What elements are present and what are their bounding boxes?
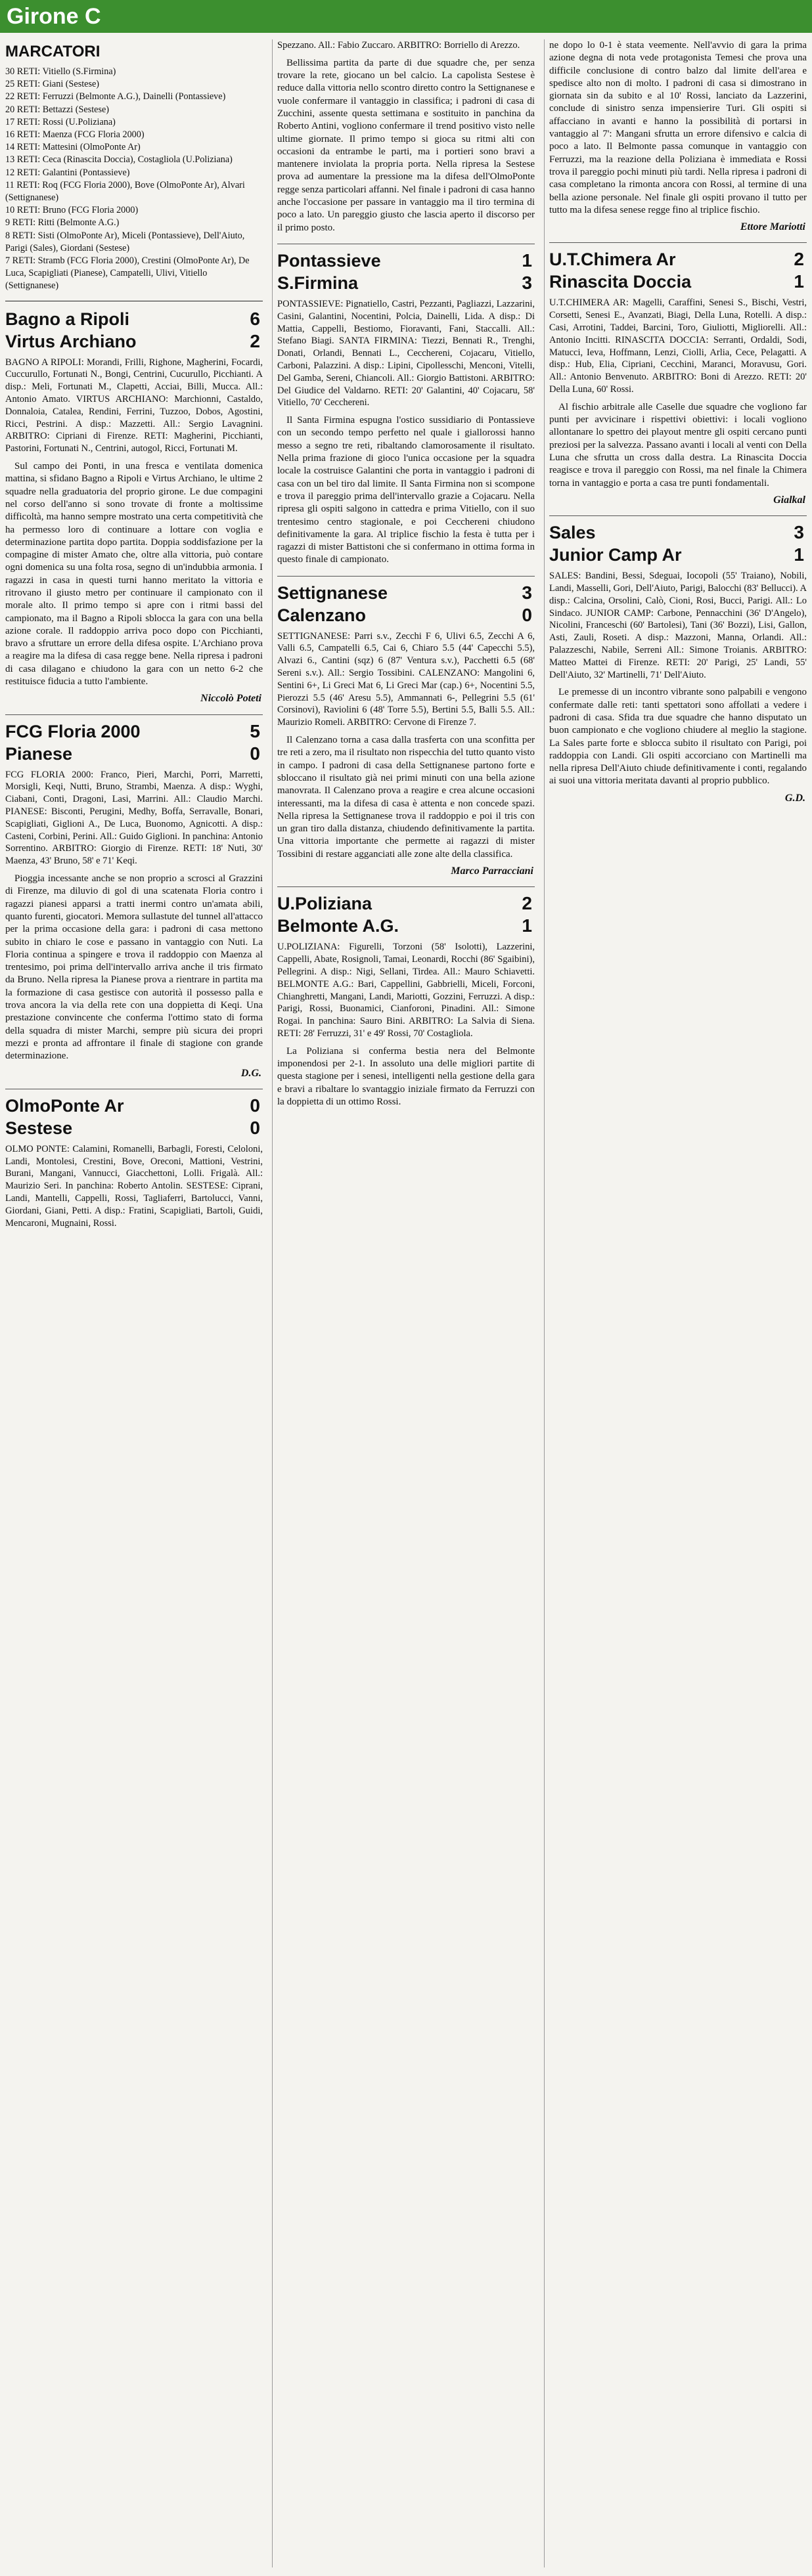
match-poliziana-belmonte: [277, 892, 535, 1108]
match-lineups: SALES: Bandini, Bessi, Sdeguai, Iocopoli (55' Traiano), Nobili, Landi, Masselli, Gori, Dell'Aiuto, Parigi, Balocchi (83' Bellucci). A disp.: Calcina, Orsolini, Calò, Cioni, Rosi, Bucci, Parigi. All.: Lo Sindaco. JUNIOR CAMP: Carbone, Pennacchini (36' D'Angelo), Nicolini, Franceschi (60' Bartolesi), Tani (36' Bozzi), Lisi, Gallon, Asti, Zauli, Roseti. A disp.: Mazzoni, Manna, Orlandi. All.: Palazzeschi, Nabile, Serreni All.: Simone Troianis. ARBITRO: Matteo Mattei di Firenze. RETI: 20' Parigi, 25' Landi, 55' Dell'Aiuto, 32' Martinelli, 71' Dell'Aiuto.: [549, 571, 807, 680]
away-team-name: Belmonte A.G.: [277, 916, 399, 936]
away-score: 3: [522, 272, 532, 293]
divider: [277, 886, 535, 887]
away-team-name: Rinascita Doccia: [549, 272, 692, 292]
match-poliziana-belmonte-continued: [549, 39, 807, 233]
section-banner: Girone C: [0, 0, 812, 33]
column-rule-2: [544, 39, 545, 2567]
match-lineups: OLMO PONTE: Calamini, Romanelli, Barbagli, Foresti, Celoloni, Landi, Montolesi, Crestini, Bove, Oreconi, Mattioni, Vestrini, Burani, Mangani, Vannucci, Giacchettoni, Lolli. Frigalà. All.: Maurizio Seri. In panchina: Roberto Antolin. SESTESE: Ciprani, Landi, Mantelli, Cappelli, Rossi, Tagliaferri, Bartolucci, Vanni, Giordani, Giani, Petti. A disp.: Fratini, Scapigliati, Bartoli, Guidi, Mencaroni, Mugnaini, Rossi.: [5, 1143, 263, 1229]
home-score: 3: [522, 582, 532, 603]
away-score: 0: [250, 1117, 260, 1138]
scorers-block: [5, 42, 263, 293]
match-chimera-rinascita: [549, 248, 807, 506]
article-author: Niccolò Poteti: [200, 693, 261, 705]
away-team-row: [5, 1117, 263, 1139]
home-score: 6: [250, 308, 260, 329]
home-team-name: Bagno a Ripoli: [5, 309, 129, 329]
scorer-line: 20 RETI: Bettazzi (Sestese): [5, 104, 109, 115]
home-team-name: Pontassieve: [277, 250, 381, 271]
divider: [549, 242, 807, 243]
match-lineups: U.POLIZIANA: Figurelli, Torzoni (58' Isolotti), Lazzerini, Cappelli, Abate, Rosignoli, Tamai, Leonardi, Rocchi (86' Sgaibini), Pellegrini. A disp.: Nigi, Sellani, Tirdea. All.: Mauro Schiavetti. BELMONTE A.G.: Bari, Cappellini, Gabbrielli, Miceli, Forconi, Chianghretti, Mangani, Landi, Mariotti, Gozzini, Ferruzzi. A disp.: Parigi, Rossi, Buonamici, Cianforoni, Pinadini. All.: Simone Rogai. In panchina: Sauro Bini. ARBITRO: La Salvia di Siena. RETI: 28' Ferruzzi, 31' e 49' Rossi, 70' Costagliola.: [277, 942, 535, 1039]
home-team-row: [5, 308, 263, 330]
home-score: 1: [522, 250, 532, 271]
match-floria-pianese: [5, 720, 263, 1080]
scorer-line: 8 RETI: Sisti (OlmoPonte Ar), Miceli (Pontassieve), Dell'Aiuto, Parigi (Sales), Giordani (Sestese): [5, 230, 245, 253]
away-score: 1: [794, 271, 804, 292]
scorer-line: 12 RETI: Galantini (Pontassieve): [5, 167, 130, 178]
match-report: La Poliziana si conferma bestia nera del Belmonte imponendosi per 2-1. In assoluto una delle migliori partite di questa stagione per i senesi, intelligenti nella gestione della gara e bravi a ribaltare lo svantaggio iniziale firmato da Ferruzzi con la doppietta di un ottimo Rossi.: [277, 1045, 535, 1107]
scorer-line: 30 RETI: Vitiello (S.Firmina): [5, 66, 116, 77]
match-report: Bellissima partita da parte di due squadre che, per senza trovare la rete, giocano un bel calcio. La capolista Sestese è reduce dalla vittoria nello scontro diretto contro la Settignanese e vuole confermare il vantaggio in classifica; i padroni di casa di Zucchini, assente questa settimana e sostituito in panchina da Roberto Antini, vogliono confermare il trend positivo visto nelle ultime giornate. Il primo tempo si gioca su ritmi alti con occasioni da entrambe le parti, ma i portieri sono bravi a mantenere inviolata la propria porta. Nella ripresa la Sestese prova ad aumentare la pressione ma la difesa dell'OlmoPonte regge senza particolari affanni. Nel finale i padroni di casa hanno anche l'occasione per passare in vantaggio ma il tiro termina di poco a lato. Un pareggio giusto che lascia aperto il discorso per il primo posto.: [277, 57, 535, 233]
article-author: Marco Parracciani: [451, 865, 533, 877]
away-score: 0: [522, 604, 532, 625]
match-report: Pioggia incessante anche se non proprio a scrosci al Grazzini di Firenze, ma diluvio di gol di una scatenata Floria contro i ragazzi pianesi apparsi a tratti inermi contro un'amata abili, quanto furenti, giocatori. Memora sullastute del tunnel all'attacco per la prima occasione della gara: i padroni di casa mettono subito in chiaro le cose e passano in vantaggio con Nuti. La Floria continua a spingere e trova il raddoppio con Maenza al trentesimo, poi prima dell'intervallo arriva anche il tris firmato da Bruno. Nella ripresa la Pianese prova a rientrare in partita ma la formazione di casa gestisce con autorità il possesso palla e trova ancora la via della rete con una doppietta di Keqi. Una prestazione convincente che conferma l'ottimo stato di forma della squadra di mister Marchi, sempre più sicura dei propri mezzi e pronta ad affrontare il finale di stagione con grande determinazione.: [5, 873, 263, 1062]
home-score: 3: [794, 522, 804, 543]
match-report: Sul campo dei Ponti, in una fresca e ventilata domenica mattina, si sfidano Bagno a Ripoli e Virtus Archiano, le ultime 2 squadre nella graduatoria del proprio girone. Le due compagini nel corso dell'anno si sono trovate di fronte a moltissime difficoltà, ma hanno sempre mostrato una certa competitività che ha permesso loro di continuare a lottare con voglia e determinazione partita dopo partita. Doppia soddisfazione per la compagine di mister Amato che, oltre alla vittoria, può contare ogni domenica su una folta rosa, segno di un'indubbia armonia. I ragazzi in casa in questi turni hanno meritato la vittoria e ritrovano il giusto metro per continuare il campionato con il morale alto. Il primo tempo si apre con i ritmi bassi del campionato, ma il Bagno a Ripoli sblocca la gara con una bella azione corale. Il raddoppio arriva poco dopo con Picchianti, bravo a sfruttare un errore della difesa ospite. L'Archiano prova a reagire ma la difesa di casa regge bene. Nella ripresa i padroni di casa dilagano e chiudono la gara con un netto 6-2 che restituisce fiducia a tutto l'ambiente.: [5, 461, 263, 688]
match-lineups: BAGNO A RIPOLI: Morandi, Frilli, Righone, Magherini, Focardi, Cuccurullo, Fortunati N., Bongi, Centrini, Cucurullo, Picchianti. A disp.: Meli, Fortunati M., Clapetti, Acciai, Billi, Mucca. All.: Antonio Amato. VIRTUS ARCHIANO: Marchionni, Castaldo, Donnaloia, Catalea, Rendini, Ferrini, Tuzzoo, Dobos, Agostini, Ricci, Pestrini. A disp.: Mazzetti. All.: Sergio Lavagnini. ARBITRO: Cipriani di Firenze. RETI: Magherini, Picchianti, Pastorini, Fortunati N., Centrini, autogol, Ricci, Fortunati M.: [5, 357, 263, 454]
home-team-row: [277, 582, 535, 604]
match-lineups: U.T.CHIMERA AR: Magelli, Caraffini, Senesi S., Bischi, Vestri, Corsetti, Senesi E., Avanzati, Biagi, Della Luna, Rotelli. A disp.: Casi, Arrotini, Taddei, Barcini, Toro, Giuliotti, Migliorelli. All.: Antonio Incitti. RINASCITA DOCCIA: Serranti, Ordaldi, Sodi, Matucci, Ieva, Hoffmann, Lenzi, Ciolli, Arlia, Cece, Pelagatti. A disp.: Hub, Elia, Cipriani, Cecchini, Maranci, Moravusu, Gori. All.: Antonio Benvenuto. ARBITRO: Boni di Arezzo. RETI: 20' Della Luna, 60' Rossi.: [549, 297, 807, 395]
home-score: 5: [250, 720, 260, 741]
match-report: Il Santa Firmina espugna l'ostico sussidiario di Pontassieve con un secondo tempo perfetto nel quale i giallorossi hanno messo a segno tre reti, ribaltando clamorosamente il risultato. Nella prima frazione di gioco l'unica occasione per la squadra locale la costruisce Galantini che porta in vantaggio i padroni di casa con un bel tiro dal limite. Il Santa Firmina non si scompone e trova il pareggio prima dell'intervallo grazie a Cojacaru. Nella ripresa gli ospiti salgono in cattedra e prima Vitiello, con il suo trentesimo centro stagionale, e poi Cecchereni chiudono definitivamente la gara. Al triplice fischio la festa è tutta per i ragazzi di mister Battistoni che si confermano in ottima forma in questo finale di campionato.: [277, 415, 535, 565]
away-team-name: Calenzano: [277, 605, 367, 625]
away-team-name: Sestese: [5, 1118, 73, 1138]
home-team-row: [549, 521, 807, 544]
home-team-row: [277, 892, 535, 915]
match-olmoponte-sestese-continued: [277, 39, 535, 234]
match-bagno-virtus: [5, 308, 263, 705]
match-lineups: PONTASSIEVE: Pignatiello, Castri, Pezzanti, Pagliazzi, Lazzarini, Casini, Galantini, Nocentini, Polcia, Dainelli, Lida. A disp.: Di Mattia, Cappelli, Bestiomo, Fioravanti, Fani, Staccalli. All.: Stefano Biagi. SANTA FIRMINA: Tiezzi, Bennati R., Trenghi, Donati, Orlandi, Bennati L., Cecchereni, Cojacaru, Vitiello, Carboni, Palazzini. A disp.: Lipini, Cipollesschi, Menconi, Vitelli, Del Gamba, Sereni, Chiancoli. All.: Giorgio Battistoni. ARBITRO: Del Giudice del Valdarno. RETI: 20' Galantini, 40' Cojacaru, 58' Vitiello, 70' Cecchereni.: [277, 298, 535, 408]
away-team-row: [5, 743, 263, 765]
scorer-line: 11 RETI: Roq (FCG Floria 2000), Bove (OlmoPonte Ar), Alvari (Settignanese): [5, 179, 245, 204]
home-team-name: FCG Floria 2000: [5, 721, 141, 741]
divider: [5, 714, 263, 715]
scorer-line: 22 RETI: Ferruzzi (Belmonte A.G.), Dainelli (Pontassieve): [5, 91, 226, 102]
home-team-row: [5, 1095, 263, 1117]
match-lineups: SETTIGNANESE: Parri s.v., Zecchi F 6, Ulivi 6.5, Zecchi A 6, Valli 6.5, Campatelli 6.5, Cai 6, Chiaro 5.5 (44' Capecchi 5.5), Alvazi 6., Cantini (sqz) 6 (87' Ventura s.v.), Pacchetti 6.5 (68' Sereni s.v.). All.: Sergio Tossibini. CALENZANO: Mangolini 6, Sentini 6+, Li Greci Mat 6, Li Greci Mar (cap.) 6+, Nocentini 5.5, Pierozzi 5.5 (46' Aresu 5.5), Ammannati 6-, Pellegrini 5.5 (61' Corsinovi), Raviolini 6 (48' Torre 5.5), Bertini 5.5, Balli 5.5. All.: Maurizio Romeli. ARBITRO: Cervone di Firenze 7.: [277, 630, 535, 728]
article-author: D.G.: [240, 1067, 261, 1079]
column-2: [277, 39, 535, 2567]
scorer-line: 17 RETI: Rossi (U.Poliziana): [5, 116, 116, 127]
match-report: ne dopo lo 0-1 è stata veemente. Nell'avvio di gara la prima azione degna di nota vede protagonista Temesi che prova una difficile conclusione di contro balzo dal limite dell'area e spedisce alto non di molto. I padroni di casa si dimostrano in giornata sin da subito e al 10' Rossi, lanciato da Lazzerini, conclude di sinistro senza impensierire Turi. Gli ospiti si affacciano in avanti e hanno la possibilità di portarsi in vantaggio al 7': Mangani sfrutta un errore difensivo e calcia di poco a lato. Il Belmonte passa comunque in vantaggio con Ferruzzi, ma la reazione della Poliziana è immediata e Rossi trova il pareggio pochi minuti più tardi. Nella ripresa i padroni di casa completano la rimonta ancora con Rossi, al termine di una bella azione personale. Nel finale gli ospiti provano il tutto per tutto ma la difesa senese regge fino al triplice fischio.: [549, 40, 807, 215]
home-score: 2: [794, 249, 804, 270]
away-team-name: Virtus Archiano: [5, 331, 137, 351]
home-team-name: U.T.Chimera Ar: [549, 250, 676, 270]
scorer-line: 9 RETI: Ritti (Belmonte A.G.): [5, 217, 120, 229]
away-team-name: S.Firmina: [277, 273, 359, 293]
away-score: 2: [250, 330, 260, 351]
home-score: 2: [522, 893, 532, 914]
scorer-line: 7 RETI: Stramb (FCG Floria 2000), Crestini (OlmoPonte Ar), De Luca, Scapigliati (Pianese), Campatelli, Ulivi, Vitiello (Settignanese): [5, 255, 250, 292]
scorer-line: 16 RETI: Maenza (FCG Floria 2000): [5, 129, 145, 141]
column-rule-1: [272, 39, 273, 2567]
article-author: Gialkal: [773, 494, 805, 506]
match-pontassieve-sfirmina: [277, 250, 535, 567]
away-team-row: [277, 272, 535, 294]
away-team-row: [5, 330, 263, 353]
divider: [549, 515, 807, 516]
match-lineups: FCG FLORIA 2000: Franco, Pieri, Marchi, Porri, Marretti, Morsigli, Keqi, Nutti, Bruno, Strambi, Maenza. A disp.: Wyghi, Ciabani, Conti, Dragoni, Lasi, Marrini. All.: Claudio Marchi. PIANESE: Bisconti, Perugini, Medhy, Boffa, Serravalle, Bonari, Scapigliati, Giglioni A., De Luca, Buonomo, Agnicotti. A disp.: Casteni, Corbini, Perini. All.: Guido Giglioni. In panchina: Antonio Sorrentino. ARBITRO: Giorgio di Firenze. RETI: 18' Nuti, 30' Maenza, 43' Bruno, 58' e 71' Keqi.: [5, 769, 263, 867]
away-score: 0: [250, 743, 260, 764]
home-team-name: Sales: [549, 523, 596, 543]
away-team-name: Pianese: [5, 743, 73, 764]
match-sales-junior: [549, 521, 807, 804]
home-team-name: U.Poliziana: [277, 894, 372, 914]
away-team-name: Junior Camp Ar: [549, 545, 682, 565]
match-report: Al fischio arbitrale alle Caselle due squadre che vogliono far punti per avvicinare i rispettivi obiettivi: i locali vogliono allontanare lo spettro dei playout mentre gli ospiti cercano punti preziosi per la salvezza. Passano avanti i locali al venti con Della Luna che sfrutta un cross dalla destra. La Rinascita Doccia reagisce e trova il pareggio con Rossi, ma nel finale la Chimera torna in vantaggio e porta a casa tre punti fondamentali.: [549, 401, 807, 489]
home-team-name: OlmoPonte Ar: [5, 1095, 124, 1116]
column-3: [549, 39, 807, 2567]
away-score: 1: [794, 544, 804, 565]
home-team-row: [5, 720, 263, 743]
column-1: [5, 39, 263, 2567]
away-team-row: [277, 604, 535, 626]
match-report: Il Calenzano torna a casa dalla trasferta con una sconfitta per tre reti a zero, ma il risultato non rispecchia del tutto quanto visto in campo. I padroni di casa della Settignanese partono forte e sbloccano il risultato già nei primi minuti con una bella azione manovrata. Il Calenzano prova a reagire e crea alcune occasioni interessanti, ma la difesa di casa è attenta e non concede spazi. Nella ripresa la Settignanese trova il raddoppio e poi il tris con un gran tiro dalla distanza, chiudendo definitivamente la partita. Una vittoria importante che permette ai ragazzi di mister Tossibini di restare agganciati alle zone alte della classifica.: [277, 735, 535, 860]
home-team-name: Settignanese: [277, 582, 388, 603]
home-score: 0: [250, 1095, 260, 1116]
away-team-row: [549, 271, 807, 293]
scorer-line: 13 RETI: Ceca (Rinascita Doccia), Costagliola (U.Poliziana): [5, 154, 233, 165]
away-team-row: [277, 915, 535, 937]
away-score: 1: [522, 915, 532, 936]
scorer-line: 14 RETI: Mattesini (OlmoPonte Ar): [5, 142, 141, 153]
article-author: G.D.: [784, 792, 805, 804]
scorers-title: MARCATORI: [5, 43, 101, 60]
away-team-row: [549, 544, 807, 566]
article-author: Ettore Mariotti: [740, 221, 805, 233]
scorer-line: 10 RETI: Bruno (FCG Floria 2000): [5, 205, 139, 216]
match-lineups: Spezzano. All.: Fabio Zuccaro. ARBITRO: Borriello di Arezzo.: [277, 40, 520, 51]
divider: [277, 576, 535, 577]
match-settignanese-calenzano: [277, 582, 535, 878]
scorer-line: 25 RETI: Giani (Sestese): [5, 79, 100, 90]
home-team-row: [549, 248, 807, 271]
home-team-row: [277, 250, 535, 272]
match-olmoponte-sestese: [5, 1095, 263, 1230]
match-report: Le premesse di un incontro vibrante sono palpabili e vengono confermate dalle reti: tanti spettatori sono affollati a vedere i padroni di casa. Sfida tra due squadre che hanno disputato un buon campionato e che vogliono chiudere al meglio la stagione. La Sales parte forte e sblocca subito il risultato con Parigi, poi raddoppia con Landi. Gli ospiti accorciano con Martinelli ma nella ripresa Dell'Aiuto chiude definitivamente i conti, regalando ai suoi una vittoria meritata davanti al proprio pubblico.: [549, 687, 807, 787]
